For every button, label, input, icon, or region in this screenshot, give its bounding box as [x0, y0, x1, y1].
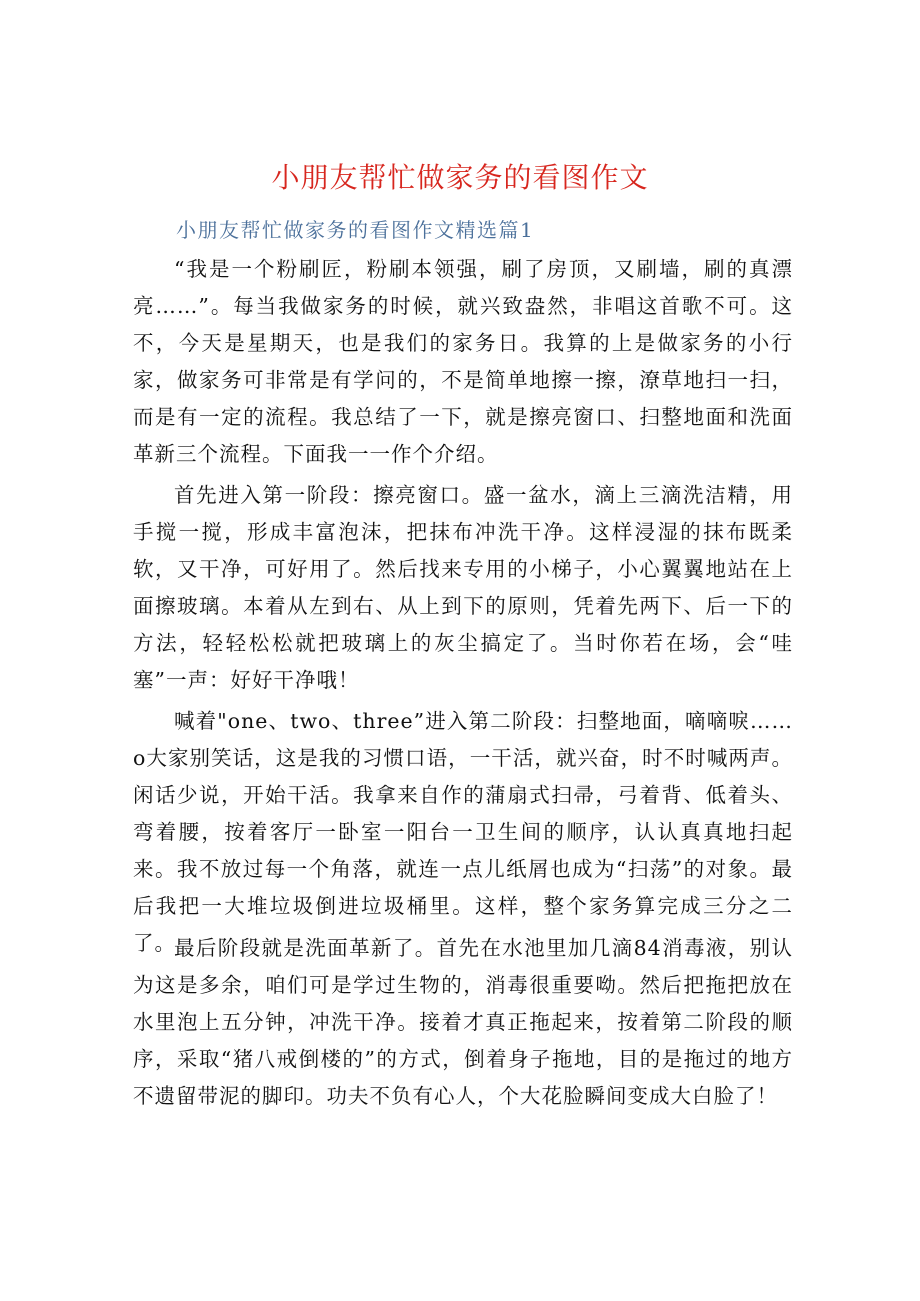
paragraph-4: 最后阶段就是洗面革新了。首先在水池里加几滴84消毒液，别认为这是多余，咱们可是学过生物的，消毒很重要呦。然后把拖把放在水里泡上五分钟，冲洗干净。接着才真正拖起来，按着第二阶段的顺序，采取“猪八戒倒楼的”的方式，倒着身子拖地，目的是拖过的地方不遗留带泥的脚印。功夫不负有心人，个大花脸瞬间变成大白脸了！	[133, 936, 793, 1108]
paragraph-2: 首先进入第一阶段：擦亮窗口。盛一盆水，滴上三滴洗洁精，用手搅一搅，形成丰富泡沫，把抹布冲洗干净。这样浸湿的抹布既柔软，又干净，可好用了。然后找来专用的小梯子，小心翼翼地站在上面擦玻璃。本着从左到右、从上到下的原则，凭着先两下、后一下的方法，轻轻松松就把玻璃上的灰尘搞定了。当时你若在场，会“哇塞”一声：好好干净哦！	[133, 483, 793, 692]
section-heading: 小朋友帮忙做家务的看图作文精选篇1	[176, 218, 535, 242]
paragraph-1: “我是一个粉刷匠，粉刷本领强，刷了房顶，又刷墙，刷的真漂亮……”。每当我做家务的时候，就兴致盎然，非唱这首歌不可。这不，今天是星期天，也是我们的家务日。我算的上是做家务的小行家，做家务可非常是有学问的，不是简单地擦一擦，潦草地扫一扫，而是有一定的流程。我总结了一下，就是擦亮窗口、扫整地面和洗面革新三个流程。下面我一一作个介绍。	[133, 257, 793, 466]
paragraph-3: 喊着"one、two、three”进入第二阶段：扫整地面，嘀嘀唳……o大家别笑话，这是我的习惯口语，一干活，就兴奋，时不时喊两声。闲话少说，开始干活。我拿来自作的蒲扇式扫帚，弓着背、低着头、弯着腰，按着客厅一卧室一阳台一卫生间的顺序，认认真真地扫起来。我不放过每一个角落，就连一点儿纸屑也成为“扫荡”的对象。最后我把一大堆垃圾倒进垃圾桶里。这样，整个家务算完成三分之二了。	[133, 709, 793, 955]
document-title: 小朋友帮忙做家务的看图作文	[271, 161, 649, 194]
